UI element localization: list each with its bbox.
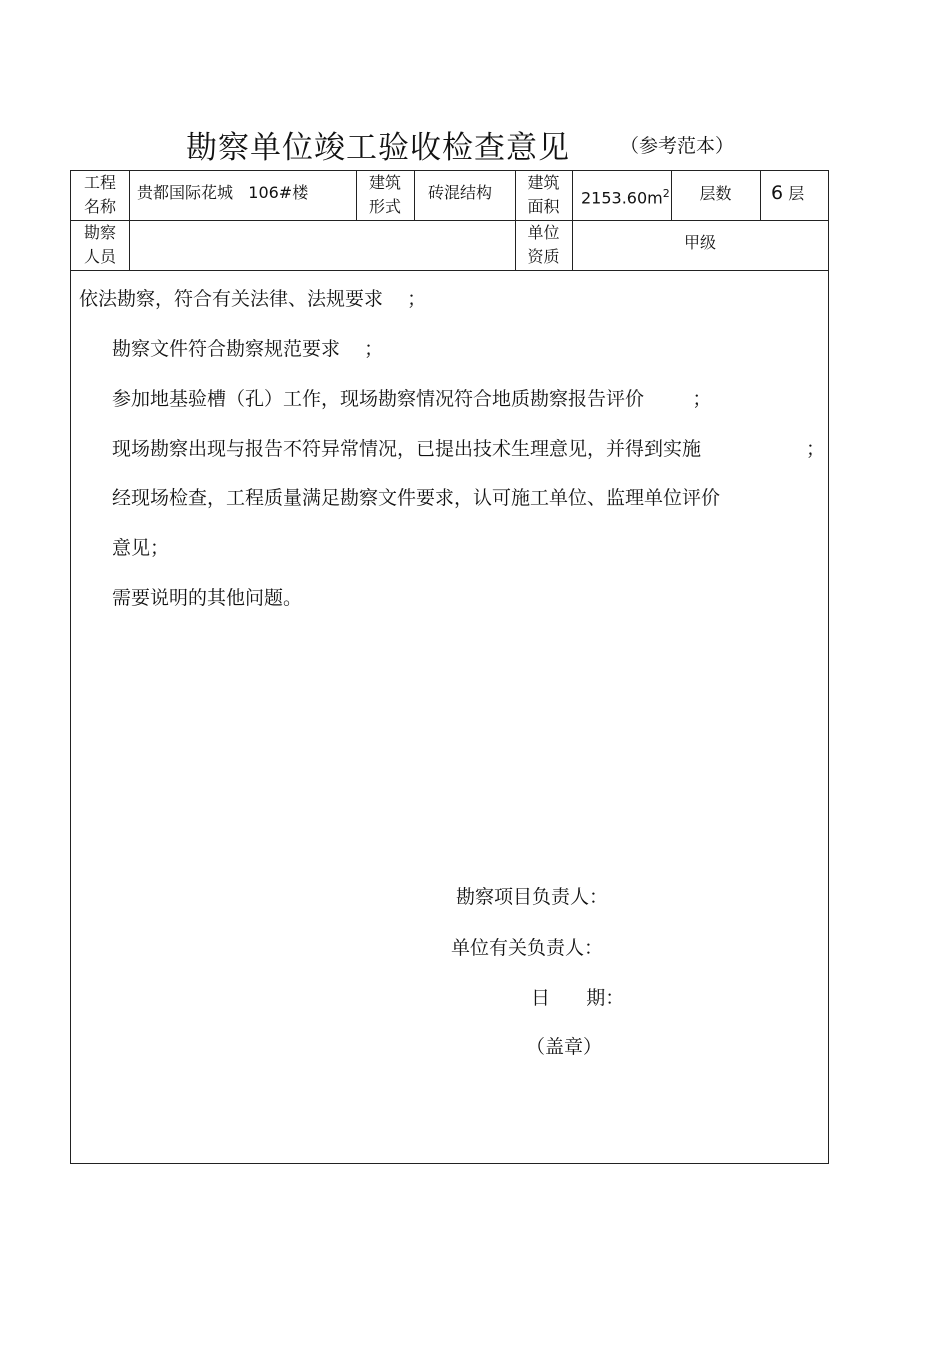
opinion-line-4: 现场勘察出现与报告不符异常情况，已提出技术生理意见，并得到实施	[112, 438, 702, 460]
page-subtitle: （参考范本）	[620, 135, 735, 157]
qualification-label: 单位 资质	[527, 223, 560, 266]
floors-label: 层数	[699, 184, 732, 203]
project-lead-signature-label: 勘察项目负责人：	[456, 886, 609, 908]
opinion-line-5: 经现场检查，工程质量满足勘察文件要求，认可施工单位、监理单位评价	[112, 487, 721, 509]
opinion-line-6: 意见；	[112, 537, 170, 559]
opinion-line-7: 需要说明的其他问题。	[112, 587, 303, 609]
surveyor-label: 勘察 人员	[83, 223, 116, 266]
opinion-line-1: 依法勘察，符合有关法律、法规要求 ；	[79, 288, 427, 310]
inspection-form	[70, 170, 829, 1164]
building-area-value: $2153.60m^2$	[581, 187, 670, 208]
floors-value: 6 层	[771, 182, 805, 204]
opinion-line-2: 勘察文件符合勘察规范要求 ；	[112, 338, 384, 360]
row2-bottom-line	[71, 270, 828, 271]
opinion-line-3: 参加地基验槽（孔）工作，现场勘察情况符合地质勘察报告评价 ；	[112, 388, 712, 410]
col-line-1	[129, 171, 130, 270]
area-unit-superscript: 2	[662, 187, 670, 200]
building-form-label: 建筑 形式	[368, 173, 401, 216]
qualification-value: 甲级	[683, 233, 716, 252]
building-form-value: 砖混结构	[428, 183, 493, 202]
row1-bottom-line	[71, 220, 828, 221]
seal-label: （盖章）	[526, 1036, 603, 1058]
col-line-7	[760, 171, 761, 220]
opinion-line-4-end: ；	[806, 438, 826, 460]
unit-lead-signature-label: 单位有关负责人：	[451, 937, 604, 959]
project-name-label: 工程 名称	[83, 173, 116, 216]
page-title: 勘察单位竣工验收检查意见	[186, 130, 570, 166]
project-name-value: 贵都国际花城 106#楼	[137, 183, 309, 202]
col-line-3	[414, 171, 415, 220]
building-area-label: 建筑 面积	[527, 173, 560, 216]
col-line-5	[572, 171, 573, 270]
date-label: 日 期：	[531, 987, 625, 1009]
